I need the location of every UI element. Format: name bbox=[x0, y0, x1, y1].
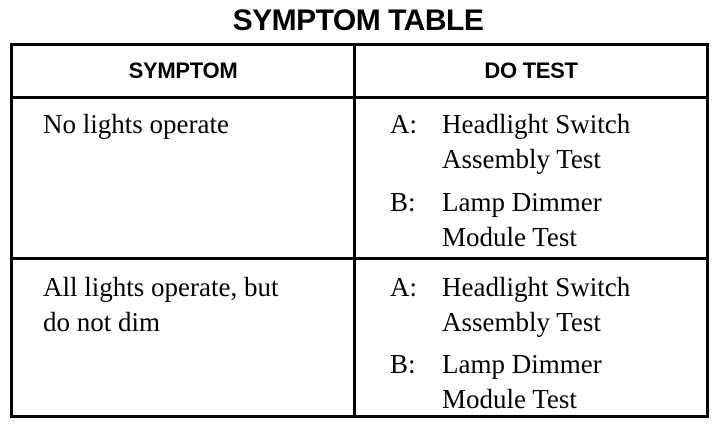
row-1-test-b-letter: B: bbox=[390, 187, 416, 217]
row-2-test-a-letter: A: bbox=[390, 272, 417, 302]
symptom-table bbox=[10, 43, 709, 418]
row-1-symptom: No lights operate bbox=[43, 109, 229, 139]
row-2-test-b-letter: B: bbox=[390, 349, 416, 379]
row-2-test-b-name: Lamp Dimmer Module Test bbox=[442, 349, 602, 414]
row-1-test-b-name: Lamp Dimmer Module Test bbox=[442, 187, 602, 252]
row-1-test-a-letter: A: bbox=[390, 109, 417, 139]
row-2-symptom: All lights operate, but do not dim bbox=[43, 272, 279, 337]
row-2-test-a-name: Headlight Switch Assembly Test bbox=[442, 272, 631, 337]
do-test-column-header: DO TEST bbox=[484, 58, 578, 83]
row-divider bbox=[13, 257, 706, 260]
row-1-test-a-name: Headlight Switch Assembly Test bbox=[442, 109, 631, 174]
table-title: SYMPTOM TABLE bbox=[232, 4, 484, 37]
symptom-column-header: SYMPTOM bbox=[128, 58, 238, 83]
column-divider bbox=[353, 46, 356, 415]
header-divider bbox=[13, 96, 706, 99]
